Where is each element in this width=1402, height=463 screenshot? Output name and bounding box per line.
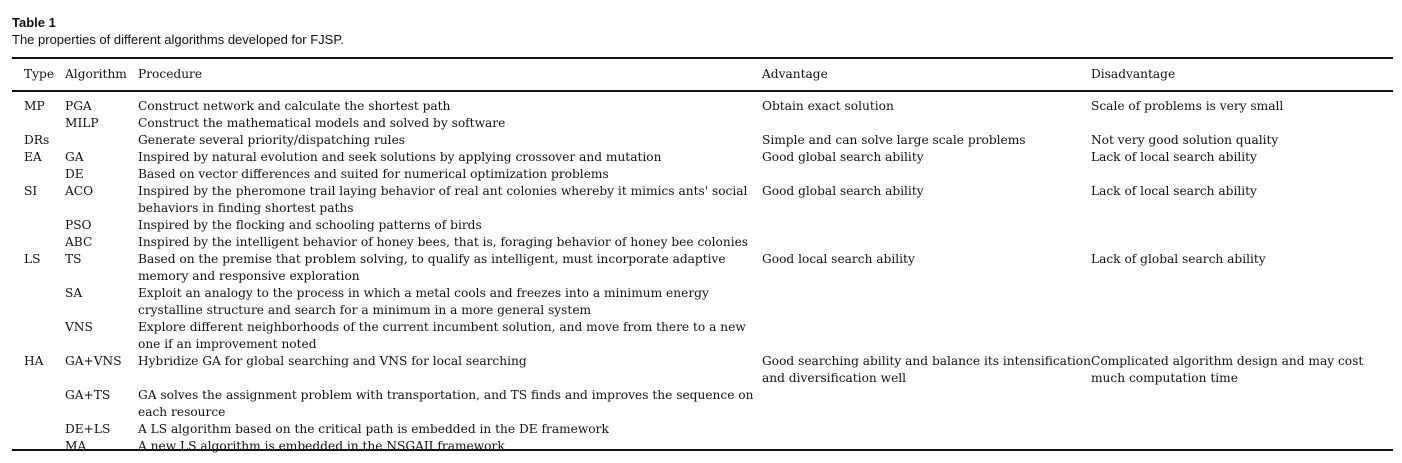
cell-type [12,217,65,234]
algorithm-properties-table [12,59,1393,455]
cell-procedure: Generate several priority/dispatching rules [138,133,406,147]
cell-advantage [762,285,1091,319]
cell-type: EA [24,150,42,164]
cell-disadvantage [1091,319,1393,353]
table-row [12,166,1393,183]
cell-algorithm: SA [65,286,83,300]
cell-disadvantage [1091,285,1393,319]
cell-algorithm: GA+TS [65,388,111,402]
cell-procedure: Construct network and calculate the shortest path [138,99,451,113]
cell-disadvantage: Scale of problems is very small [1091,99,1284,113]
cell-disadvantage: Complicated algorithm design and may cost much computation time [1091,354,1364,385]
cell-type [12,115,65,132]
cell-type: HA [24,354,44,368]
cell-type: MP [24,99,45,113]
cell-disadvantage [1091,217,1393,234]
cell-advantage [762,115,1091,132]
cell-procedure: Inspired by natural evolution and seek solutions by applying crossover and mutation [138,150,662,164]
table-row [12,115,1393,132]
cell-advantage [762,421,1091,438]
cell-advantage: Good global search ability [762,184,924,198]
table-row [12,438,1393,455]
table-row [12,421,1393,438]
cell-type: LS [24,252,41,266]
table-caption [12,14,344,48]
cell-algorithm: GA+VNS [65,354,122,368]
table-row [12,132,1393,149]
header-procedure: Procedure [138,67,203,81]
cell-type [12,319,65,353]
cell-disadvantage [1091,438,1393,455]
cell-advantage [762,217,1091,234]
cell-procedure: Inspired by the pheromone trail laying behavior of real ant colonies whereby it mimics ants' social behaviors in finding shortest paths [138,184,748,215]
header-advantage: Advantage [762,67,828,81]
cell-procedure: Construct the mathematical models and solved by software [138,116,506,130]
table-body [12,90,1393,455]
table-row [12,251,1393,285]
cell-advantage: Obtain exact solution [762,99,894,113]
header-disadvantage: Disadvantage [1091,67,1176,81]
cell-algorithm [65,132,138,149]
cell-advantage [762,166,1091,183]
cell-type [12,421,65,438]
cell-advantage [762,234,1091,251]
cell-type [12,387,65,421]
cell-algorithm: ACO [65,184,94,198]
cell-algorithm: GA [65,150,84,164]
header-row [12,59,1393,90]
cell-disadvantage [1091,166,1393,183]
table-label: Table 1 [12,15,56,30]
cell-algorithm: DE+LS [65,422,111,436]
cell-advantage: Good searching ability and balance its intensification and diversification well [762,354,1091,385]
cell-procedure: Based on the premise that problem solving, to qualify as intelligent, must incorporate adaptive memory and responsive exploration [138,252,726,283]
table-row [12,319,1393,353]
cell-type [12,166,65,183]
cell-disadvantage: Lack of local search ability [1091,184,1257,198]
cell-procedure: Inspired by the flocking and schooling patterns of birds [138,218,482,232]
cell-type: SI [24,184,38,198]
cell-procedure: Exploit an analogy to the process in which a metal cools and freezes into a minimum energy crystalline structure and search for a minimum in a more general system [138,286,709,317]
cell-type: DRs [24,133,50,147]
table-row [12,90,1393,115]
cell-disadvantage: Lack of global search ability [1091,252,1266,266]
table-description: The properties of different algorithms developed for FJSP. [12,32,344,47]
cell-procedure: Based on vector differences and suited for numerical optimization problems [138,167,609,181]
cell-type [12,438,65,455]
cell-disadvantage [1091,421,1393,438]
table-row [12,234,1393,251]
cell-procedure: GA solves the assignment problem with transportation, and TS finds and improves the sequence on each resource [138,388,754,419]
cell-advantage [762,319,1091,353]
cell-advantage: Good global search ability [762,150,924,164]
cell-disadvantage [1091,387,1393,421]
cell-procedure: Hybridize GA for global searching and VNS for local searching [138,354,527,368]
cell-advantage [762,387,1091,421]
table-row [12,387,1393,421]
cell-disadvantage: Lack of local search ability [1091,150,1257,164]
cell-advantage [762,438,1091,455]
cell-type [12,285,65,319]
table-row [12,217,1393,234]
cell-procedure: Inspired by the intelligent behavior of honey bees, that is, foraging behavior of honey bee colonies [138,235,749,249]
cell-algorithm: DE [65,167,84,181]
table-row [12,353,1393,387]
cell-procedure: Explore different neighborhoods of the current incumbent solution, and move from there to a new one if an improvement noted [138,320,746,351]
cell-algorithm: MILP [65,116,99,130]
header-algorithm: Algorithm [65,67,127,81]
cell-advantage: Good local search ability [762,252,915,266]
cell-algorithm: PSO [65,218,92,232]
cell-procedure: A new LS algorithm is embedded in the NSGAII framework [138,439,505,453]
cell-disadvantage [1091,234,1393,251]
cell-algorithm: VNS [65,320,93,334]
table-row [12,285,1393,319]
cell-disadvantage [1091,115,1393,132]
cell-algorithm: MA [65,439,87,453]
cell-procedure: A LS algorithm based on the critical path is embedded in the DE framework [138,422,609,436]
cell-advantage: Simple and can solve large scale problems [762,133,1026,147]
cell-algorithm: ABC [65,235,93,249]
table-row [12,149,1393,166]
cell-algorithm: PGA [65,99,92,113]
cell-type [12,234,65,251]
header-type: Type [24,67,55,81]
table-row [12,183,1393,217]
cell-algorithm: TS [65,252,82,266]
cell-disadvantage: Not very good solution quality [1091,133,1279,147]
